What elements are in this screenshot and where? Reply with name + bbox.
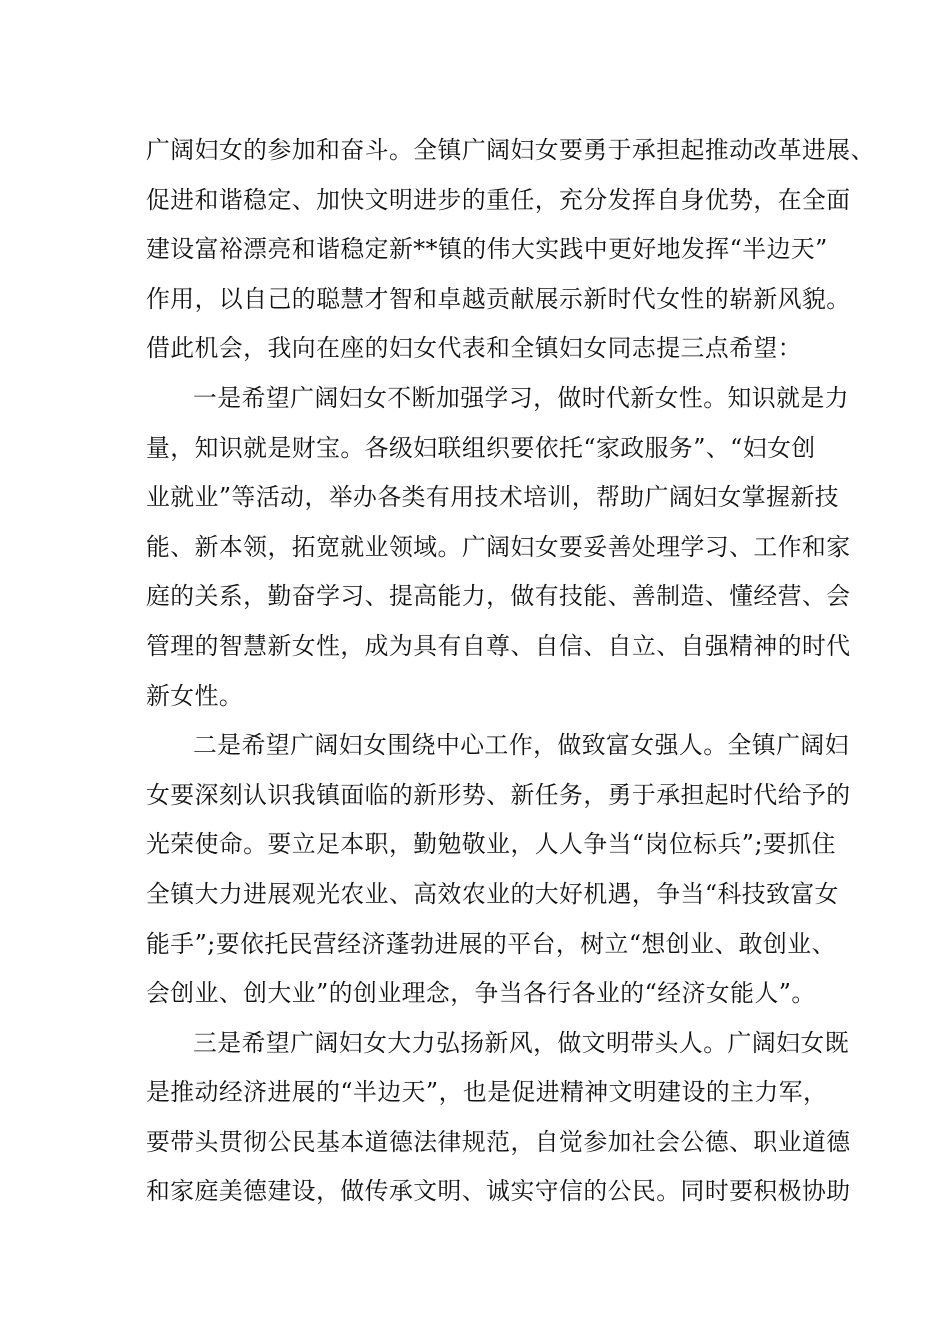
text-line: 能、新本领，拓宽就业领域。广阔妇女要妥善处理学习、工作和家 xyxy=(146,532,851,561)
text-line: 建设富裕漂亮和谐稳定新**镇的伟大实践中更好地发挥“半边天” xyxy=(146,235,828,264)
text-line: 和家庭美德建设，做传承文明、诚实守信的公民。同时要积极协助 xyxy=(146,1177,851,1206)
text-line: 量，知识就是财宝。各级妇联组织要依托“家政服务”、“妇女创 xyxy=(146,433,816,462)
text-line: 管理的智慧新女性，成为具有自尊、自信、自立、自强精神的时代 xyxy=(146,631,851,660)
text-line: 作用，以自己的聪慧才智和卓越贡献展示新时代女性的崭新风貌。 xyxy=(146,284,851,313)
text-line: 业就业”等活动，举办各类有用技术培训，帮助广阔妇女掌握新技 xyxy=(146,483,839,512)
text-line: 女要深刻认识我镇面临的新形势、新任务，勇于承担起时代给予的 xyxy=(146,780,851,809)
text-line: 三是希望广阔妇女大力弘扬新风，做文明带头人。广阔妇女既 xyxy=(193,1028,850,1057)
text-line: 是推动经济进展的“半边天”，也是促进精神文明建设的主力军， xyxy=(146,1078,828,1107)
text-line: 庭的关系，勤奋学习、提高能力，做有技能、善制造、懂经营、会 xyxy=(146,582,851,611)
text-line: 促进和谐稳定、加快文明进步的重任，充分发挥自身优势，在全面 xyxy=(146,185,851,214)
text-line: 一是希望广阔妇女不断加强学习，做时代新女性。知识就是力 xyxy=(193,383,850,412)
text-line: 会创业、创大业”的创业理念，争当各行各业的“经济女能人”。 xyxy=(146,979,816,1008)
text-line: 广阔妇女的参加和奋斗。全镇广阔妇女要勇于承担起推动改革进展、 xyxy=(146,136,875,164)
text-line: 要带头贯彻公民基本道德法律规范，自觉参加社会公德、职业道德 xyxy=(146,1127,851,1156)
document-body xyxy=(146,126,875,1217)
text-line: 二是希望广阔妇女围绕中心工作，做致富女强人。全镇广阔妇 xyxy=(193,731,850,760)
text-line: 借此机会，我向在座的妇女代表和全镇妇女同志提三点希望： xyxy=(146,334,803,363)
text-line: 全镇大力进展观光农业、高效农业的大好机遇，争当“科技致富女 xyxy=(146,879,839,908)
text-line: 能手”;要依托民营经济蓬勃进展的平台，树立“想创业、敢创业、 xyxy=(146,929,836,958)
text-line: 光荣使命。要立足本职，勤勉敬业，人人争当“岗位标兵”;要抓住 xyxy=(146,830,836,859)
text-line: 新女性。 xyxy=(146,681,244,710)
